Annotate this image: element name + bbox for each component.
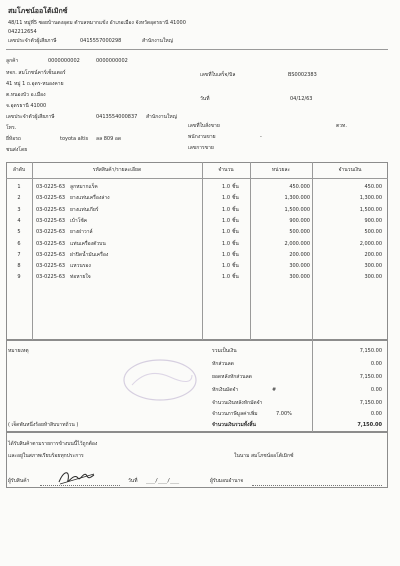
cell-no: 2 (17, 195, 21, 202)
cell-qty: 1.0 (222, 251, 230, 258)
subtotal-label: รวมเป็นเงิน (212, 348, 237, 354)
th-amount: จำนวนเงิน (338, 167, 362, 173)
cell-no: 5 (17, 229, 21, 236)
doc-no: BS0002383 (288, 72, 317, 78)
company-branch: สำนักงานใหญ่ (142, 38, 173, 44)
cell-price: 1,500.000 (284, 206, 310, 213)
cell-desc: เบ้าโช้ค (70, 217, 88, 224)
cell-desc: แหวนรอง (70, 263, 91, 270)
discount-value: 0.00 (370, 361, 382, 367)
grand-total-value: 7,150.00 (357, 422, 382, 428)
receiver-signature (56, 466, 96, 488)
ref-label: เลขที่ใบสั่งขาย (188, 123, 220, 129)
after-deposit-value: 7,150.00 (359, 400, 382, 406)
cell-amount: 300.00 (364, 274, 382, 281)
col-divider (202, 162, 203, 340)
company-tax-id: 0415557000298 (80, 38, 122, 44)
company-tax-label: เลขประจำตัวผู้เสียภาษี (8, 38, 57, 44)
company-phone: 042212654 (8, 29, 37, 35)
vat-rate: 7.00% (276, 411, 292, 417)
cell-code: 03-0225-63 (36, 263, 66, 270)
km-label: ตวท. (336, 123, 347, 129)
deposit-label: หักเงินมัดจำ (212, 387, 239, 393)
cell-unit: ชิ้น (232, 206, 239, 213)
cell-desc: ฝาปิดน้ำมันเครื่อง (70, 251, 109, 258)
after-discount-label: ยอดหลังหักส่วนลด (212, 374, 252, 380)
cell-desc: แท่นเครื่องตัวบน (70, 240, 106, 247)
customer-model: toyota altis (60, 136, 89, 142)
deposit-value: 0.00 (370, 387, 382, 393)
receiver-date-label: วันที่ (128, 478, 138, 484)
th-price: หน่วยละ (271, 167, 291, 173)
cell-unit: ชิ้น (232, 195, 239, 202)
th-desc: รหัสสินค้า/รายละเอียด (92, 167, 142, 173)
cell-desc: ลูกหมากแร็ค (70, 184, 98, 190)
cell-unit: ชิ้น (232, 240, 239, 247)
cell-amount: 900.00 (364, 217, 382, 224)
customer-code-label: ลูกค้า (6, 58, 19, 64)
cell-no: 4 (17, 217, 21, 224)
cell-code: 03-0225-63 (36, 195, 66, 202)
cell-code: 03-0225-63 (36, 184, 66, 190)
cell-qty: 1.0 (222, 184, 230, 190)
company-address: 48/11 หมู่ที่5 ซอยบ้านดงอุดม ตำบลหมากแข้ง อำเภอเมือง จังหวัดอุดรธานี 41000 (8, 20, 186, 26)
vat-value: 0.00 (370, 411, 382, 417)
cell-price: 500.000 (289, 229, 310, 236)
cell-amount: 450.00 (364, 184, 382, 190)
received-line-2: และอยู่ในสภาพเรียบร้อยทุกประการ (8, 453, 84, 459)
cell-code: 03-0225-63 (36, 217, 66, 224)
after-deposit-label: จำนวนเงินหลังหักมัดจำ (212, 400, 263, 406)
totals-divider (312, 340, 313, 432)
customer-addr1: 41 หมู่ 1 ถ.อุดร-หนองคาย (6, 81, 64, 87)
cell-qty: 1.0 (222, 195, 230, 202)
cell-unit: ชิ้น (232, 184, 239, 190)
cell-qty: 1.0 (222, 217, 230, 224)
cell-amount: 1,500.00 (359, 206, 382, 213)
cell-unit: ชิ้น (232, 229, 239, 236)
cell-amount: 200.00 (364, 251, 382, 258)
salesman-value: - (260, 134, 262, 140)
cell-code: 03-0225-63 (36, 274, 66, 281)
remark-label: หมายเหตุ (8, 348, 29, 354)
customer-addr3: จ.อุดรธานี 41000 (6, 103, 47, 109)
subtotal-value: 7,150.00 (359, 348, 382, 354)
customer-code2: 0000000002 (96, 58, 128, 64)
customer-model-label: ยี่ห้อรถ (6, 136, 21, 142)
customer-cn-label: ชนส่งโดย (6, 147, 28, 153)
customer-branch: สำนักงานใหญ่ (146, 114, 177, 120)
doc-no-label: เลขที่ใบเสร็จ/บิล (200, 72, 236, 78)
salesman-label: พนักงานขาย (188, 134, 216, 140)
cell-code: 03-0225-63 (36, 251, 66, 258)
cell-unit: ชิ้น (232, 217, 239, 224)
receiver-date-blank: ___/___/___ (146, 478, 180, 484)
customer-plate: ลล 809 อด (96, 136, 122, 142)
cell-qty: 1.0 (222, 206, 230, 213)
po-label: เลขการขาย (188, 145, 214, 151)
for-company: ในนาม สมโภชน์ออโต้เมิกซ์ (234, 453, 294, 459)
received-line-1: ได้รับสินค้าตามรายการข้างบนนี้ไว้ถูกต้อง (8, 441, 98, 447)
cell-unit: ชิ้น (232, 274, 239, 281)
cell-qty: 1.0 (222, 263, 230, 270)
customer-tax-label: เลขประจำตัวผู้เสียภาษี (6, 114, 55, 120)
after-discount-value: 7,150.00 (359, 374, 382, 380)
cell-no: 7 (17, 251, 21, 258)
customer-code: 0000000002 (48, 58, 80, 64)
header-divider (6, 49, 388, 50)
cell-amount: 1,300.00 (359, 195, 382, 202)
cell-price: 2,000.000 (284, 240, 310, 247)
cell-price: 1,300.000 (284, 195, 310, 202)
stamp-bleed (120, 355, 200, 405)
cell-qty: 1.0 (222, 274, 230, 281)
cell-no: 3 (17, 206, 21, 213)
cell-amount: 2,000.00 (359, 240, 382, 247)
cell-unit: ชิ้น (232, 251, 239, 258)
cell-desc: ยางฝาวาล์ (70, 229, 93, 236)
cell-no: 1 (17, 184, 21, 190)
cell-price: 300.000 (289, 263, 310, 270)
customer-tax-id: 0413554000837 (96, 114, 138, 120)
col-divider (312, 162, 313, 340)
cell-desc: ยางแท่นเครื่องล่าง (70, 195, 110, 202)
cell-code: 03-0225-63 (36, 240, 66, 247)
th-qty: จำนวน (218, 167, 234, 173)
table-header-divider (6, 178, 388, 179)
cell-price: 300.000 (289, 274, 310, 281)
vat-label: จำนวนภาษีมูลค่าเพิ่ม (212, 411, 258, 417)
authorized-label: ผู้รับมอบอำนาจ (210, 478, 244, 484)
receiver-label: ผู้รับสินค้า (8, 478, 30, 484)
cell-desc: ยางแท่นเกียร์ (70, 206, 99, 213)
th-no: ลำดับ (12, 167, 26, 173)
col-divider (32, 162, 33, 340)
cell-desc: ท่อหายใจ (70, 274, 91, 281)
cell-code: 03-0225-63 (36, 206, 66, 213)
authorized-line (252, 485, 382, 486)
company-name: สมโภชน์ออโต้เมิกซ์ (8, 7, 68, 15)
cell-unit: ชิ้น (232, 263, 239, 270)
cell-qty: 1.0 (222, 240, 230, 247)
cell-price: 450.000 (289, 184, 310, 190)
customer-name: หจก. สมโภชน์คาร์เซ็นเตอร์ (6, 70, 66, 76)
cell-no: 6 (17, 240, 21, 247)
date-label: วันที่ (200, 96, 210, 102)
customer-phone-label: โทร. (6, 125, 17, 131)
cell-amount: 500.00 (364, 229, 382, 236)
cell-code: 03-0225-63 (36, 229, 66, 236)
cell-amount: 300.00 (364, 263, 382, 270)
customer-addr2: ต.หนองบัว อ.เมือง (6, 92, 46, 98)
discount-label: หักส่วนลด (212, 361, 234, 367)
cell-no: 8 (17, 263, 21, 270)
grand-total-label: จำนวนเงินรวมทั้งสิ้น (212, 422, 256, 428)
cell-price: 200.000 (289, 251, 310, 258)
deposit-mark: # (272, 387, 277, 393)
amount-in-words: ( เจ็ดพันหนึ่งร้อยห้าสิบบาทถ้วน ) (8, 422, 79, 428)
cell-qty: 1.0 (222, 229, 230, 236)
cell-price: 900.000 (289, 217, 310, 224)
date-value: 04/12/63 (290, 96, 313, 102)
cell-no: 9 (17, 274, 21, 281)
col-divider (250, 162, 251, 340)
